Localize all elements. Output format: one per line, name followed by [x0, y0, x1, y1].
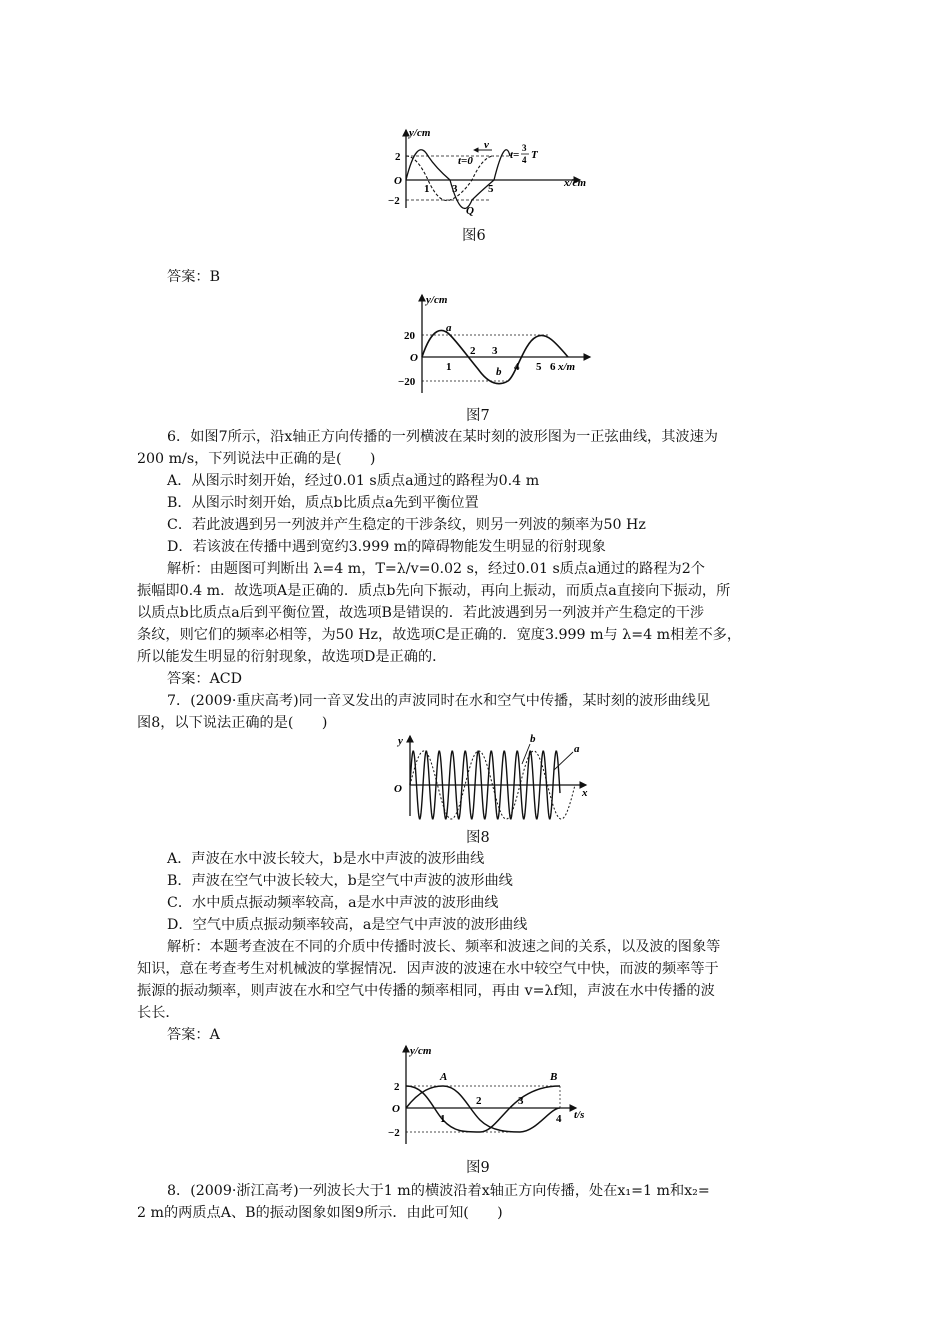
q6-analysis-line-2: 振幅即0.4 m．故选项A是正确的．质点b先向下振动，再向上振动，而质点a直接向下振动，所: [137, 583, 731, 599]
fig8-caption: 图8: [466, 830, 490, 846]
fig9-y-label: y/cm: [410, 1045, 432, 1057]
q6-stem-line-1: 6．如图7所示，沿x轴正方向传播的一列横波在某时刻的波形图为一正弦曲线，其波速为: [167, 429, 718, 445]
fig8-y-label: y: [398, 735, 403, 747]
fig6-y-label: y/cm: [409, 127, 431, 139]
q7-option-a: A．声波在水中波长较大，b是水中声波的波形曲线: [167, 851, 485, 867]
fig6-y-tick-pos: 2: [395, 151, 401, 163]
q8-stem-line-2: 2 m的两质点A、B的振动图象如图9所示．由此可知( ): [137, 1205, 503, 1221]
q6-option-d: D．若该波在传播中遇到宽约3.999 m的障碍物能发生明显的衍射现象: [167, 539, 606, 555]
fig8-label-a: a: [574, 743, 580, 755]
fig7-x-tick-6: 6: [550, 361, 556, 373]
q6-stem-line-2: 200 m/s，下列说法中正确的是( ): [137, 451, 376, 467]
fig6-origin: O: [394, 175, 402, 187]
fig9-caption: 图9: [466, 1160, 490, 1176]
answer-q5: 答案：B: [167, 269, 220, 285]
fig7-x-tick-2: 2: [470, 345, 476, 357]
figure-7: [390, 287, 600, 397]
fig6-label-t34-den: 4: [522, 155, 527, 165]
fig6-x-tick-3: 3: [452, 183, 458, 195]
fig7-x-tick-3: 3: [492, 345, 498, 357]
fig6-x-label: x/cm: [564, 177, 586, 189]
fig7-label-a: a: [446, 322, 452, 334]
fig7-x-label: x/m: [558, 361, 576, 373]
q7-answer: 答案：A: [167, 1027, 220, 1043]
q6-analysis-line-1: 解析：由题图可判断出 λ=4 m，T=λ/v=0.02 s，经过0.01 s质点a通过的路程为2个: [167, 561, 705, 577]
fig7-x-tick-4: 4: [514, 361, 520, 373]
fig7-y-tick-pos: 20: [404, 330, 415, 342]
fig7-caption: 图7: [466, 408, 490, 424]
figure-8: [390, 730, 600, 820]
fig9-origin: O: [392, 1103, 400, 1115]
fig6-label-t0: t=0: [458, 155, 473, 167]
fig7-origin: O: [410, 352, 418, 364]
fig9-y-tick-pos: 2: [394, 1081, 400, 1093]
q6-option-b: B．从图示时刻开始，质点b比质点a先到平衡位置: [167, 495, 479, 511]
q7-stem-line-1: 7．(2009·重庆高考)同一音叉发出的声波同时在水和空气中传播，某时刻的波形曲线见: [167, 693, 711, 709]
q7-analysis-line-2: 知识，意在考查考生对机械波的掌握情况．因声波的波速在水中较空气中快，而波的频率等于: [137, 961, 719, 977]
figure-6: [380, 120, 610, 220]
fig7-x-tick-1: 1: [446, 361, 452, 373]
fig7-y-tick-neg: −20: [398, 376, 416, 388]
fig9-x-tick-1: 1: [440, 1113, 446, 1125]
fig6-label-v: v: [484, 139, 489, 151]
fig6-label-t34-num: 3: [522, 143, 527, 153]
q7-option-c: C．水中质点振动频率较高，a是水中声波的波形曲线: [167, 895, 499, 911]
q6-option-c: C．若此波遇到另一列波并产生稳定的干涉条纹，则另一列波的频率为50 Hz: [167, 517, 646, 533]
q7-analysis-line-3: 振源的振动频率，则声波在水和空气中传播的频率相同，再由 v=λf知，声波在水中传播的波: [137, 983, 715, 999]
fig6-label-t34-post: T: [531, 149, 538, 161]
fig6-label-t34-pre: t=: [510, 149, 520, 161]
figure-9: [380, 1040, 600, 1150]
fig9-y-tick-neg: −2: [388, 1127, 400, 1139]
q6-option-a: A．从图示时刻开始，经过0.01 s质点a通过的路程为0.4 m: [167, 473, 540, 489]
fig8-x-label: x: [582, 787, 588, 799]
fig6-caption: 图6: [462, 228, 486, 244]
q7-option-b: B．声波在空气中波长较大，b是空气中声波的波形曲线: [167, 873, 513, 889]
q6-analysis-line-4: 条纹，则它们的频率必相等，为50 Hz，故选项C是正确的．宽度3.999 m与 λ=4 m相差不多，: [137, 627, 742, 643]
q7-analysis-line-1: 解析：本题考查波在不同的介质中传播时波长、频率和波速之间的关系，以及波的图象等: [167, 939, 721, 955]
q7-analysis-line-4: 长长．: [137, 1005, 180, 1021]
fig9-label-B: B: [550, 1071, 558, 1083]
fig6-x-tick-5: 5: [488, 183, 494, 195]
fig9-x-tick-4: 4: [556, 1113, 562, 1125]
fig8-origin: O: [394, 783, 402, 795]
q7-stem-line-2: 图8，以下说法正确的是( ): [137, 715, 328, 731]
fig7-x-tick-5: 5: [536, 361, 542, 373]
q8-stem-line-1: 8．(2009·浙江高考)一列波长大于1 m的横波沿着x轴正方向传播，处在x₁=1 m和x₂=: [167, 1183, 710, 1199]
q6-answer: 答案：ACD: [167, 671, 243, 687]
fig7-y-label: y/cm: [426, 294, 448, 306]
q6-analysis-line-3: 以质点b比质点a后到平衡位置，故选项B是错误的．若此波遇到另一列波并产生稳定的干涉: [137, 605, 705, 621]
fig7-label-b: b: [496, 366, 502, 378]
fig9-x-label: t/s: [574, 1109, 585, 1121]
fig9-x-tick-3: 3: [518, 1095, 524, 1107]
fig9-label-A: A: [440, 1071, 448, 1083]
q7-option-d: D．空气中质点振动频率较高，a是空气中声波的波形曲线: [167, 917, 528, 933]
fig6-label-Q: Q: [466, 205, 474, 217]
fig9-x-tick-2: 2: [476, 1095, 482, 1107]
q6-analysis-line-5: 所以能发生明显的衍射现象，故选项D是正确的．: [137, 649, 447, 665]
fig6-y-tick-neg: −2: [388, 195, 400, 207]
fig8-label-b: b: [530, 733, 536, 745]
fig6-x-tick-1: 1: [424, 183, 430, 195]
